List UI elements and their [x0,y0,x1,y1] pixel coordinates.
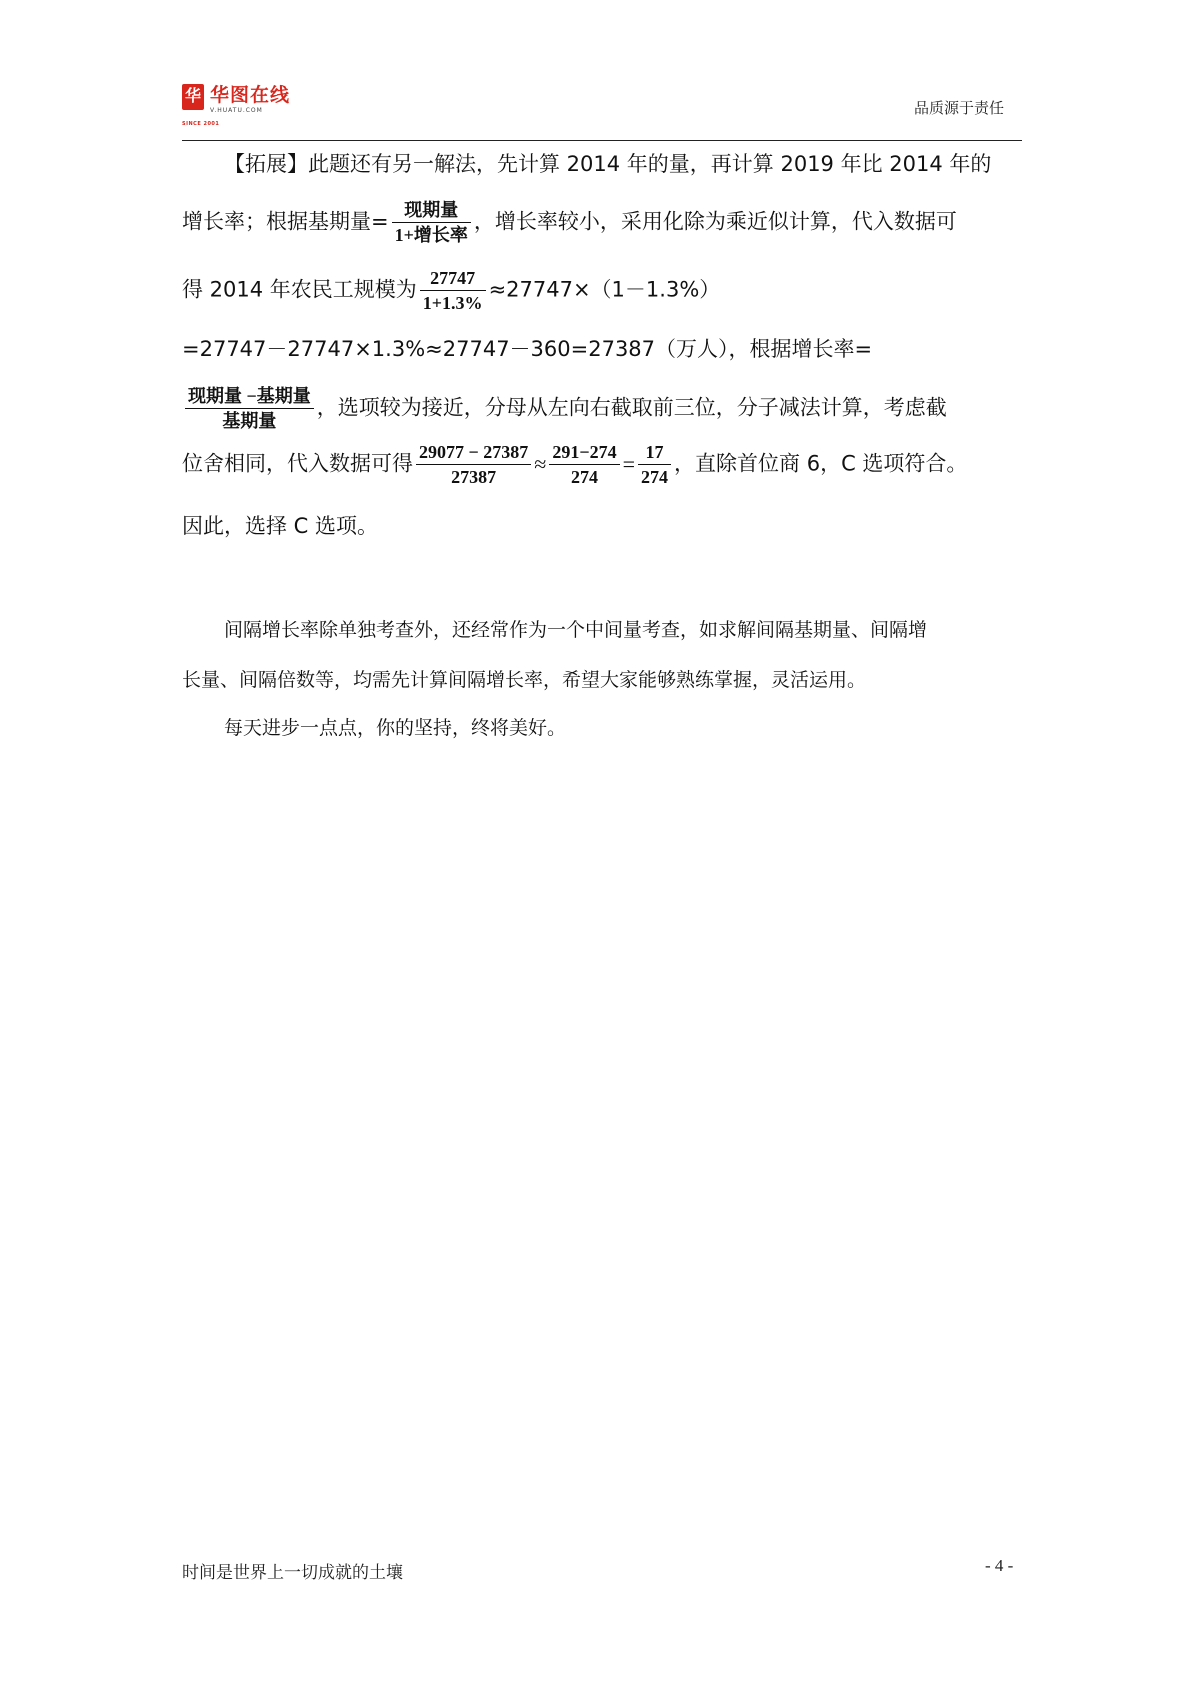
paragraph-line-2 [182,198,957,247]
fraction-numerator: 27747 [420,266,486,291]
logo-url: V.HUATU.COM [210,107,263,114]
text-2014-scale: 得 2014 年农民工规模为 [182,277,417,302]
fraction-exact [416,440,531,489]
fraction-denominator: 1+1.3% [422,293,483,313]
paragraph-line-6 [182,440,967,489]
page-header [182,82,1022,140]
paragraph-line-4: =27747－27747×1.3%≈27747－360=27387（万人），根据增长率= [182,337,873,361]
paragraph-summary-2: 长量、间隔倍数等，均需先计算间隔增长率，希望大家能够熟练掌握，灵活运用。 [182,669,867,691]
huatu-logo [182,84,291,127]
text-base-formula-intro: 增长率；根据基期量= [182,209,389,234]
fraction-denominator: 基期量 [222,411,277,431]
footer-motto: 时间是世界上一切成就的土壤 [182,1563,403,1583]
logo-words [210,84,290,114]
fraction-denominator: 1+增长率 [394,225,468,245]
text-approx-method: ，增长率较小，采用化除为乘近似计算，代入数据可 [473,209,957,234]
fraction-numerator: 291−274 [549,440,619,465]
logo-since: SINCE 2001 [182,121,220,127]
fraction-result [638,440,671,489]
fraction-numerator: 17 [638,440,671,465]
fraction-numerator: 29077 − 27387 [416,440,531,465]
header-slogan: 品质源于责任 [913,99,1004,117]
fraction-denominator: 27387 [451,467,497,487]
paragraph-line-5 [182,384,947,433]
fraction-base-formula [392,198,471,247]
fraction-denominator: 274 [570,467,598,487]
fraction-numerator: 现期量 −基期量 [185,384,314,409]
paragraph-summary-1: 间隔增长率除单独考查外，还经常作为一个中间量考查，如求解间隔基期量、间隔增 [224,619,928,641]
logo-name: 华图在线 [210,84,291,106]
page-number: - 4 - [985,1556,1014,1575]
paragraph-extension: 【拓展】此题还有另一解法，先计算 2014 年的量，再计算 2019 年比 2014 年的 [224,152,992,176]
fraction-numerator: 现期量 [392,198,471,223]
approx-sign: ≈ [534,451,547,477]
fraction-denominator: 274 [641,467,669,487]
paragraph-answer: 因此，选择 C 选项。 [182,514,379,538]
header-rule [182,140,1022,141]
text-option-compare: ，选项较为接近，分母从左向右截取前三位，分子减法计算，考虑截 [316,395,947,420]
paragraph-line-3 [182,266,720,315]
logo-mark-text: 华 [184,86,201,105]
fraction-growth-rate [185,384,314,433]
equals-sign: = [622,451,636,477]
text-approx-product: ≈27747×（1－1.3%） [488,277,721,302]
text-substitute: 位舍相同，代入数据可得 [182,451,413,476]
logo-mark-icon [182,84,220,127]
fraction-2014-scale [420,266,486,315]
paragraph-encouragement: 每天进步一点点，你的坚持，终将美好。 [224,717,567,739]
text-conclusion-c: ，直除首位商 6，C 选项符合。 [674,451,968,476]
fraction-truncated [549,440,619,489]
